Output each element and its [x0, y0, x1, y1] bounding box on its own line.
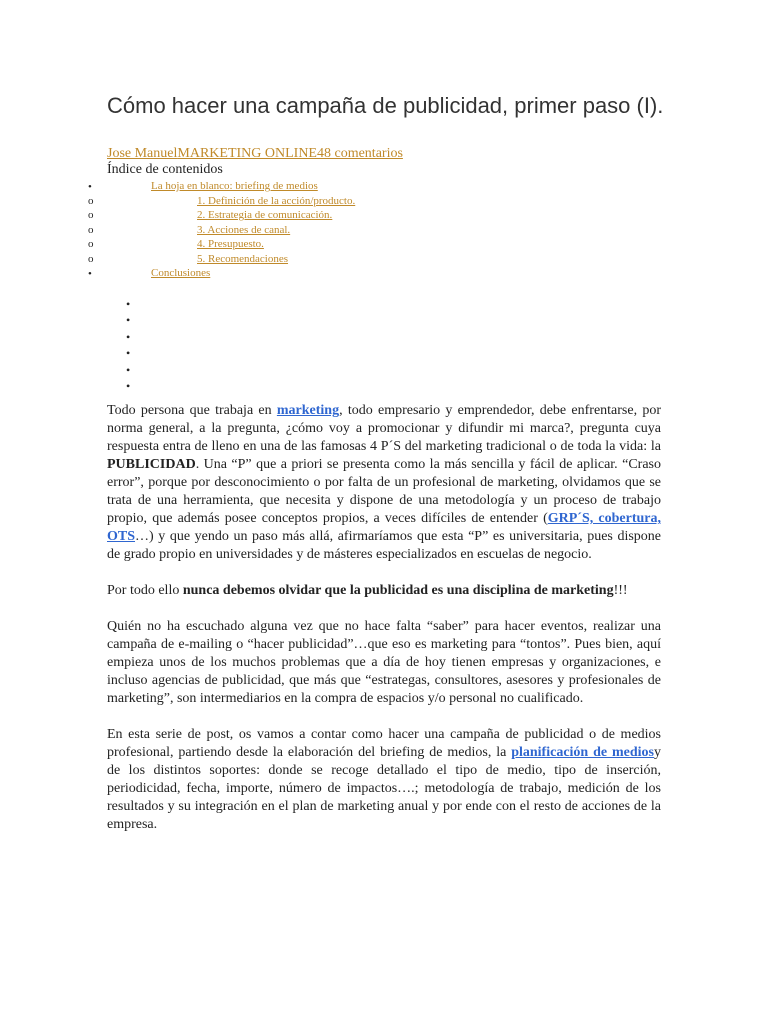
circle-bullet-icon: o: [88, 223, 94, 236]
author-link[interactable]: Jose Manuel: [107, 146, 178, 161]
toc-link-estrategia[interactable]: 2. Estrategia de comunicación.: [197, 209, 333, 221]
marketing-link[interactable]: marketing: [276, 403, 340, 418]
category-link[interactable]: MARKETING ONLINE: [177, 146, 317, 161]
table-of-contents: [0, 180, 768, 282]
toc-link-acciones[interactable]: 3. Acciones de canal.: [197, 223, 291, 236]
bullet-icon: •: [88, 181, 92, 193]
text: !!!: [613, 583, 628, 598]
article-body: [107, 402, 661, 852]
publicidad-bold: PUBLICIDAD: [107, 457, 196, 472]
text: Por todo ello: [107, 583, 183, 598]
text: y de los distintos soportes: donde se recoge detallado el tipo de medio, tipo de inserción, periodicidad, fecha, importe, número de impactos….; metodología de trabajo, medición de los resultados y su integración en el plan de marketing anual y por ende con el resto de acciones de la empresa.: [107, 745, 661, 832]
toc-item: [0, 209, 768, 224]
toc-item: [0, 267, 768, 282]
text: Todo persona que trabaja en: [107, 403, 277, 418]
grps-link[interactable]: GRP´S, cobertura, OTS: [107, 511, 661, 544]
bullet-icon: •: [126, 346, 131, 361]
planificacion-link[interactable]: planificación de medios: [511, 745, 654, 760]
bullet-icon: •: [88, 268, 92, 280]
circle-bullet-icon: o: [88, 238, 94, 250]
toc-link-presupuesto[interactable]: 4. Presupuesto.: [197, 238, 264, 250]
bullet-icon: •: [126, 313, 131, 328]
emphasis-bold: nunca debemos olvidar que la publicidad es una disciplina de marketing: [182, 583, 614, 598]
paragraph-series: [107, 726, 661, 834]
circle-bullet-icon: o: [88, 194, 94, 207]
text: , todo empresario y emprendedor, debe enfrentarse, por norma general, a la pregunta, ¿cómo voy a promocionar y difundir mi marca?, pregunta cuya respuesta entra de lleno en una de las famosas 4 P´S del marketing tradicional o de toda la vida: la: [107, 403, 661, 454]
text: …) y que yendo un paso más allá, afirmaríamos que esta “P” es universitaria, pues dispone de grado propio en universidades y de másteres especializados en escuelas de negocio.: [107, 529, 661, 562]
toc-link-briefing[interactable]: La hoja en blanco: briefing de medios: [151, 180, 318, 192]
paragraph-emphasis: [107, 582, 661, 600]
bullet-icon: •: [126, 329, 131, 344]
toc-item: [0, 224, 768, 239]
toc-link-recomendaciones[interactable]: 5. Recomendaciones: [197, 252, 289, 265]
toc-item: [0, 180, 768, 195]
toc-link-definicion[interactable]: 1. Definición de la acción/producto.: [197, 194, 356, 207]
paragraph-intro: [107, 402, 661, 564]
post-meta: [107, 146, 403, 162]
toc-link-conclusiones[interactable]: Conclusiones: [151, 267, 211, 279]
toc-item: [0, 238, 768, 253]
comments-link[interactable]: 48 comentarios: [316, 146, 403, 161]
page-title: Cómo hacer una campaña de publicidad, primer paso (I).: [107, 93, 664, 118]
circle-bullet-icon: o: [88, 252, 94, 265]
text: En esta serie de post, os vamos a contar como hacer una campaña de publicidad o de medios profesional, partiendo desde la elaboración del briefing de medios, la: [107, 727, 661, 760]
circle-bullet-icon: o: [88, 209, 94, 221]
bullet-icon: •: [126, 297, 131, 311]
paragraph-problem: Quién no ha escuchado alguna vez que no hace falta “saber” para hacer eventos, realizar una campaña de e-mailing o “hacer publicidad”…que eso es marketing para “tontos”. Pues bien, aquí empieza unos de los muchos problemas que a día de hoy tienen empresas y organizaciones, e incluso agencias de publicidad, que más que “estrategas, consultores, asesores y profesionales de marketing”, son intermediarios en la compra de espacios y/o personal no cualificado.: [107, 619, 661, 706]
empty-bullet-list: [126, 296, 130, 394]
toc-item: [0, 195, 768, 210]
text: . Una “P” que a priori se presenta como la más sencilla y fácil de aplicar. “Craso error”, porque por desconocimiento o por falta de un profesional de marketing, olvidamos que se trata de una herramienta, que necesita y dispone de una metodología y un proceso de trabajo propio, que además posee conceptos propios, a veces difíciles de entender (: [107, 457, 661, 526]
toc-heading: Índice de contenidos: [107, 162, 223, 177]
bullet-icon: •: [126, 362, 131, 377]
toc-item: [0, 253, 768, 268]
bullet-icon: •: [126, 378, 131, 393]
